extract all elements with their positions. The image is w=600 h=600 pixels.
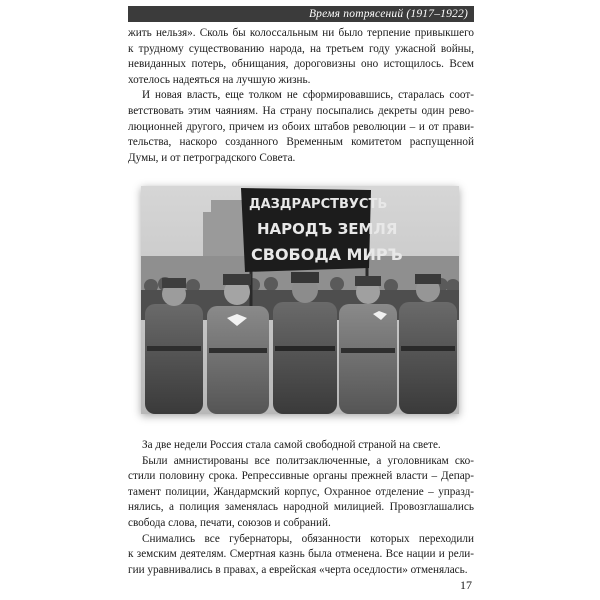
text-line: тельства, наскоро созданного Временным комитетом распущенной bbox=[128, 136, 474, 149]
text-line: Думы, и от петроградского Совета. bbox=[128, 151, 296, 164]
page-number: 17 bbox=[460, 578, 472, 592]
paragraph bbox=[128, 454, 474, 532]
banner-text-line: СВОБОДА МИРЪ bbox=[251, 245, 403, 264]
text-line: гии уравнивались в правах, а еврейская «черта оседлости» отменялась. bbox=[128, 563, 468, 576]
paragraph bbox=[128, 26, 474, 88]
text-line: тамент полиции, Жандармский корпус, Охранное отделение – упразд- bbox=[128, 485, 474, 498]
protest-banner bbox=[241, 188, 403, 272]
running-title: Время потрясений (1917–1922) bbox=[308, 8, 468, 20]
historical-photo bbox=[141, 186, 459, 414]
text-line: За две недели Россия стала самой свободной страной на свете. bbox=[142, 439, 441, 451]
text-line: И новая власть, еще толком не сформировавшись, старалась соот- bbox=[142, 89, 474, 102]
paragraph bbox=[128, 532, 474, 579]
text-line: люционней другого, причем из обоих штабов революции – и от прави- bbox=[128, 120, 474, 133]
text-line: ветствовать этим чаяниям. На страну посыпались декреты один рево- bbox=[128, 104, 474, 117]
text-line: стили половину срока. Репрессивные органы прежней власти – Депар- bbox=[128, 470, 474, 483]
paragraph bbox=[128, 88, 474, 166]
text-line: свобода слова, печати, союзов и собраний. bbox=[128, 516, 331, 529]
text-line: нялись, а полиция заменялась народной милицией. Провозглашались bbox=[128, 501, 474, 514]
text-line: хотелось надеяться на лучшую жизнь. bbox=[128, 73, 311, 86]
text-line: к трудному существованию народа, на третьем году ужасной войны, bbox=[128, 42, 474, 55]
top-text-block bbox=[128, 26, 474, 166]
bottom-text-block bbox=[128, 438, 474, 578]
banner-text-line: НАРОДЪ ЗЕМЛЯ bbox=[257, 220, 398, 238]
text-line: Снимались все губернаторы, обязанности которых переходили bbox=[142, 532, 474, 545]
running-header bbox=[128, 6, 474, 22]
text-line: Были амнистированы все политзаключенные, а уголовникам ско- bbox=[142, 454, 474, 467]
text-line: к земским деятелям. Смертная казнь была отменена. Все нации и рели- bbox=[128, 548, 474, 561]
paragraph bbox=[128, 438, 474, 454]
text-line: невиданных потерь, обнищания, дороговизны оно истощилось. Всем bbox=[128, 58, 474, 71]
banner-text-line: ДАЗДРАРСТВУСТЬ bbox=[249, 197, 388, 212]
text-line: жить нельзя». Сколь бы колоссальным ни было терпение привыкшего bbox=[128, 27, 474, 39]
